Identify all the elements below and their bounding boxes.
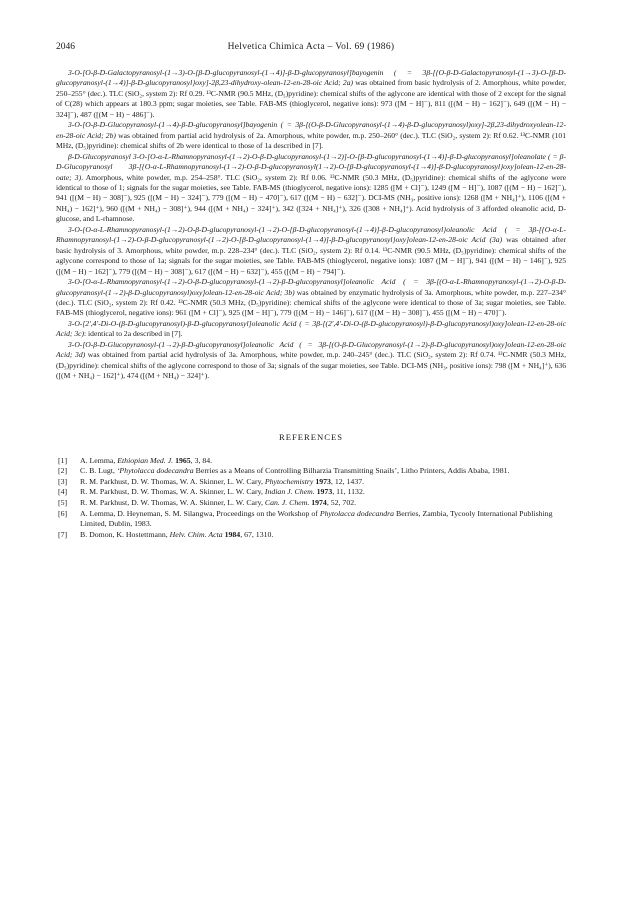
reference-number: [4]: [58, 487, 68, 497]
reference-item: [56, 466, 566, 477]
reference-item: [56, 487, 566, 498]
reference-details: , 3, 84.: [190, 455, 213, 465]
reference-item: [56, 498, 566, 509]
reference-item: [56, 530, 566, 541]
reference-authors: R. M. Parkhust, D. W. Thomas, W. A. Skinner, L. W. Cary,: [80, 487, 265, 497]
journal-title: Helvetica Chimica Acta – Vol. 69 (1986): [227, 42, 395, 52]
reference-source: Can. J. Chem.: [264, 497, 310, 507]
reference-year: 1973: [313, 476, 331, 486]
compound-name: 3-O-[O-β-D-Glucopyranosyl-(1→2)-β-D-glucopyranosyl]oleanolic Acid ( = 3β-[(O-β-D-Glucopyranosyl-(1→2)-β-D-glucopyranosyl)oxy]olean-12-en-28-oic Acid; 3d): [56, 339, 566, 360]
reference-item: [56, 477, 566, 488]
reference-number: [7]: [58, 529, 68, 539]
reference-authors: A. Lemma,: [80, 455, 118, 465]
reference-number: [2]: [58, 466, 68, 476]
compound-name: 3-O-[O-β-D-Galactopyranosyl-(1→3)-O-[β-D-glucopyranosyl-(1→4)]-β-D-glucopyranosyl]bayogenin ( = 3β-[{O-β-D-Galactopyranosyl-(1→3)-O-[β-D-glucopyranosyl-(1→4)]-β-D-glucopyranosyl}oxy]-2β,23-dihydroxy-olean-12-en-28-oic Acid; 2a): [56, 68, 566, 88]
compound-name: 3-O-[O-β-D-Glucopyranosyl-(1→4)-β-D-glucopyranosyl]bayogenin ( = 3β-[(O-β-D-Glucopyranosyl-(1→4)-β-D-glucopyranosyl)oxy]-2β,23-dihydroxyolean-12-en-28-oic Acid; 2b): [56, 120, 566, 140]
reference-authors: C. B. Lugt,: [80, 466, 117, 476]
compound-entry-3a: [56, 225, 566, 277]
compound-description: was obtained from partial acid hydrolysis of 2a. Amorphous, white powder, m.p. 250–260° (dec.). TLC (SiO₂, system 2): Rf 0.62. ¹³C-NMR (101 MHz, (D₅)pyridine): chemical shifts of 2b were identical to those of 1a described in [7].: [56, 130, 567, 151]
reference-source: Helv. Chim. Acta: [169, 529, 223, 539]
reference-number: [6]: [58, 508, 68, 518]
reference-year: 1965: [173, 455, 191, 465]
reference-number: [1]: [58, 455, 68, 465]
reference-details: Berries, Zambia, Tycooly International Publishing Limited, Dublin, 1983.: [80, 508, 553, 529]
reference-number: [3]: [58, 476, 68, 486]
reference-authors: R. M. Parkhust, D. W. Thomas, W. A. Skinner, L. W. Cary,: [80, 476, 265, 486]
running-header: [56, 42, 566, 58]
reference-source: Phytolacca dodecandra: [319, 508, 395, 518]
compound-name: 3-O-[O-α-L-Rhamnopyranosyl-(1→2)-O-β-D-glucopyranosyl-(1→2)-β-D-glucopyranosyl]oleanolic Acid ( = 3β-[(O-α-L-Rhamnopyranosyl-(1→2)-O-β-D-glucopyranosyl-(1→2)-β-D-glucopyranosyl)oxy]olean-12-en-28-oic Acid; 3b): [56, 277, 566, 297]
compound-entry-3c: [56, 319, 566, 340]
reference-details: , 12, 1437.: [330, 476, 365, 486]
reference-source: Ethiopian Med. J.: [117, 455, 174, 465]
reference-authors: R. M. Parkhust, D. W. Thomas, W. A. Skinner, L. W. Cary,: [80, 497, 265, 507]
reference-item: [56, 509, 566, 530]
reference-source: ‘Phytolacca dodecandra: [116, 466, 194, 476]
reference-details: Berries as a Means of Controlling Bilharzia Transmitting Snails’, Litho Printers, Addis Ababa, 1981.: [193, 466, 510, 476]
reference-authors: A. Lemma, D. Heyneman, S. M. Silangwa, Proceedings on the Workshop of: [80, 508, 320, 518]
compound-name: 3-O-[2′,4′-Di-O-(β-D-glucopyranosyl)-β-D-glucopyranosyl]oleanolic Acid ( = 3β-[(2′,4′-Di-O-(β-D-glucopyranosyl)-β-D-glucopyranosyl)oxy]olean-12-en-28-oic Acid; 3c): [56, 318, 566, 339]
reference-year: 1984: [222, 529, 241, 539]
reference-item: [56, 456, 566, 467]
reference-details: , 67, 1310.: [240, 529, 274, 539]
compound-description: was obtained from basic hydrolysis of 2. Amorphous, white powder, 250–255° (dec.). TLC (SiO₂, system 2): Rf 0.29. ¹³C-NMR (90.5 MHz, (D₅)pyridine): chemical shifts of the aglycone are identical with those of 2 except for the signal of C(28) which appears at 180.3 ppm; sugar moieties, see Table. FAB-MS (thioglycerol, negative ions): 973 ([M − H]⁻), 811 ([(M − H) − 162]⁻), 649 ([(M − H) − 324]⁻), 487 ([(M − H) − 486]⁻).: [56, 78, 567, 119]
compound-name: β-D-Glucopyranosyl 3-O-[O-α-L-Rhamnopyranosyl-(1→2)-O-β-D-glucopyranosyl-(1→2)]-O-[β-D-glucopyranosyl-(1→4)]-β-D-glucopyranosyl]oleanolate ( = β-D-Glucopyranosyl 3β-[{O-α-L-Rhamnopyranosyl-(1→2)-O-β-D-glucopyranosyl(1→2)-O-[β-D-glucopyranosyl-(1→4)]-β-D-glucopyranosyl}oxy]olean-12-en-28-oate; 3): [56, 151, 566, 182]
compound-description: . Amorphous, white powder, m.p. 254–258°. TLC (SiO₂, system 2): Rf 0.06. ¹³C-NMR (50.3 MHz, (D₅)pyridine): chemical shifts of the aglycone were identical to those of 1; signals for the sugar moieties, see Table. FAB-MS (thioglycerol, negative ions): 1285 ([M + Cl]⁻), 1249 ([M − H]⁻), 1087 ([(M − H) − 162]⁻), 941 ([(M − H) − 308]⁻), 925 ([(M − H) − 324]⁻), 779 ([(M − H) − 470]⁻), 617 ([(M − H) − 632]⁻). DCI-MS (NH₃, positive ions): 1268 ([M + NH₄]⁺), 1106 ([(M + NH₄) − 162]⁺), 960 ([(M + NH₄) − 308]⁺), 944 ([(M + NH₄) − 324]⁺), 342 ([324 + NH₄]⁺), 326 ([308 + NH₄]⁺). Acid hydrolysis of 3 afforded oleanolic acid, D-glucose, and L-rhamnose.: [56, 172, 567, 224]
reference-list: [56, 456, 566, 541]
page-number: 2046: [56, 42, 75, 52]
compound-description: was obtained after basic hydrolysis of 3. Amorphous, white powder, m.p. 228–234° (dec.). TLC (SiO₂, system 2): Rf 0.14. ¹³C-NMR (90.5 MHz, (D₅)pyridine): chemical shifts of the aglycone correspond to those of 1a; signals for the sugar moieties, see Table. FAB-MS (thioglycerol, negative ions): 1087 ([M − H]⁻), 941 ([(M − H) − 146]⁻), 925 ([(M − H) − 162]⁻), 779 ([(M − H) − 308]⁻), 617 ([(M − H) − 632]⁻), 455 ([(M − H) − 794]⁻).: [56, 235, 567, 276]
compound-name: 3-O-{O-α-L-Rhamnopyranosyl-(1→2)-O-β-D-glucopyranosyl-(1→2)-O-[β-D-glucopyranosyl-(1→4)]-β-D-glucopyranosyl}oleanolic Acid ( = 3β-[{O-α-L-Rhamnopyranosyl-(1→2)-O-β-D-glucopyranosyl-(1→2)-O-[β-D-glucopyranosyl-(1→4)]-β-D-glucopyranosyl}oxy]olean-12-en-28-oic Acid (3a): [56, 224, 566, 245]
reference-number: [5]: [58, 497, 68, 507]
compound-entry-3d: [56, 340, 566, 382]
reference-authors: B. Domon, K. Hostettmann,: [80, 529, 170, 539]
reference-source: Indian J. Chem.: [264, 487, 315, 497]
compound-entry-3: [56, 152, 566, 225]
references-heading: REFERENCES: [279, 431, 343, 442]
reference-year: 1973: [314, 487, 333, 497]
compound-description: was obtained from partial acid hydrolysis of 3a. Amorphous, white powder, m.p. 240–245° (dec.). TLC (SiO₂, system 2): Rf 0.74. ¹³C-NMR (50.3 MHz, (D₅)pyridine): chemical shifts of the aglycone correspond to those of 3a; signals of the sugar moieties, see Table. DCI-MS (NH₃, positive ions): 798 ([M + NH₄]⁺), 636 ([(M + NH₄) − 162]⁺), 474 ([(M + NH₄) − 324]⁺).: [56, 350, 566, 381]
compound-entry-2a: [56, 68, 566, 120]
reference-source: Phytochemistry: [264, 476, 314, 486]
compound-entry-2b: [56, 120, 566, 151]
compound-entry-3b: [56, 277, 566, 319]
compound-description: was obtained by enzymatic hydrolysis of 3a. Amorphous, white powder, m.p. 227–234° (dec.). TLC (SiO₂, system 2): Rf 0.42. ¹³C-NMR (50.3 MHz, (D₅)pyridine): chemical shifts of the aglycone were identical to those of 3a; sugar moieties, see Table. FAB-MS (thioglycerol, negative ions): 961 ([M + Cl]⁻), 925 ([M − H]⁻), 779 ([(M − H) − 146]⁻), 617 ([(M − H) − 308]⁻), 455 ([(M − H) − 470]⁻).: [56, 287, 566, 318]
compound-entries: [56, 68, 566, 382]
reference-year: 1974: [309, 497, 327, 507]
reference-details: , 11, 1132.: [332, 487, 365, 497]
journal-page: [56, 42, 566, 540]
reference-details: , 52, 702.: [326, 497, 357, 507]
compound-description: : identical to 2a described in [7].: [84, 329, 183, 339]
